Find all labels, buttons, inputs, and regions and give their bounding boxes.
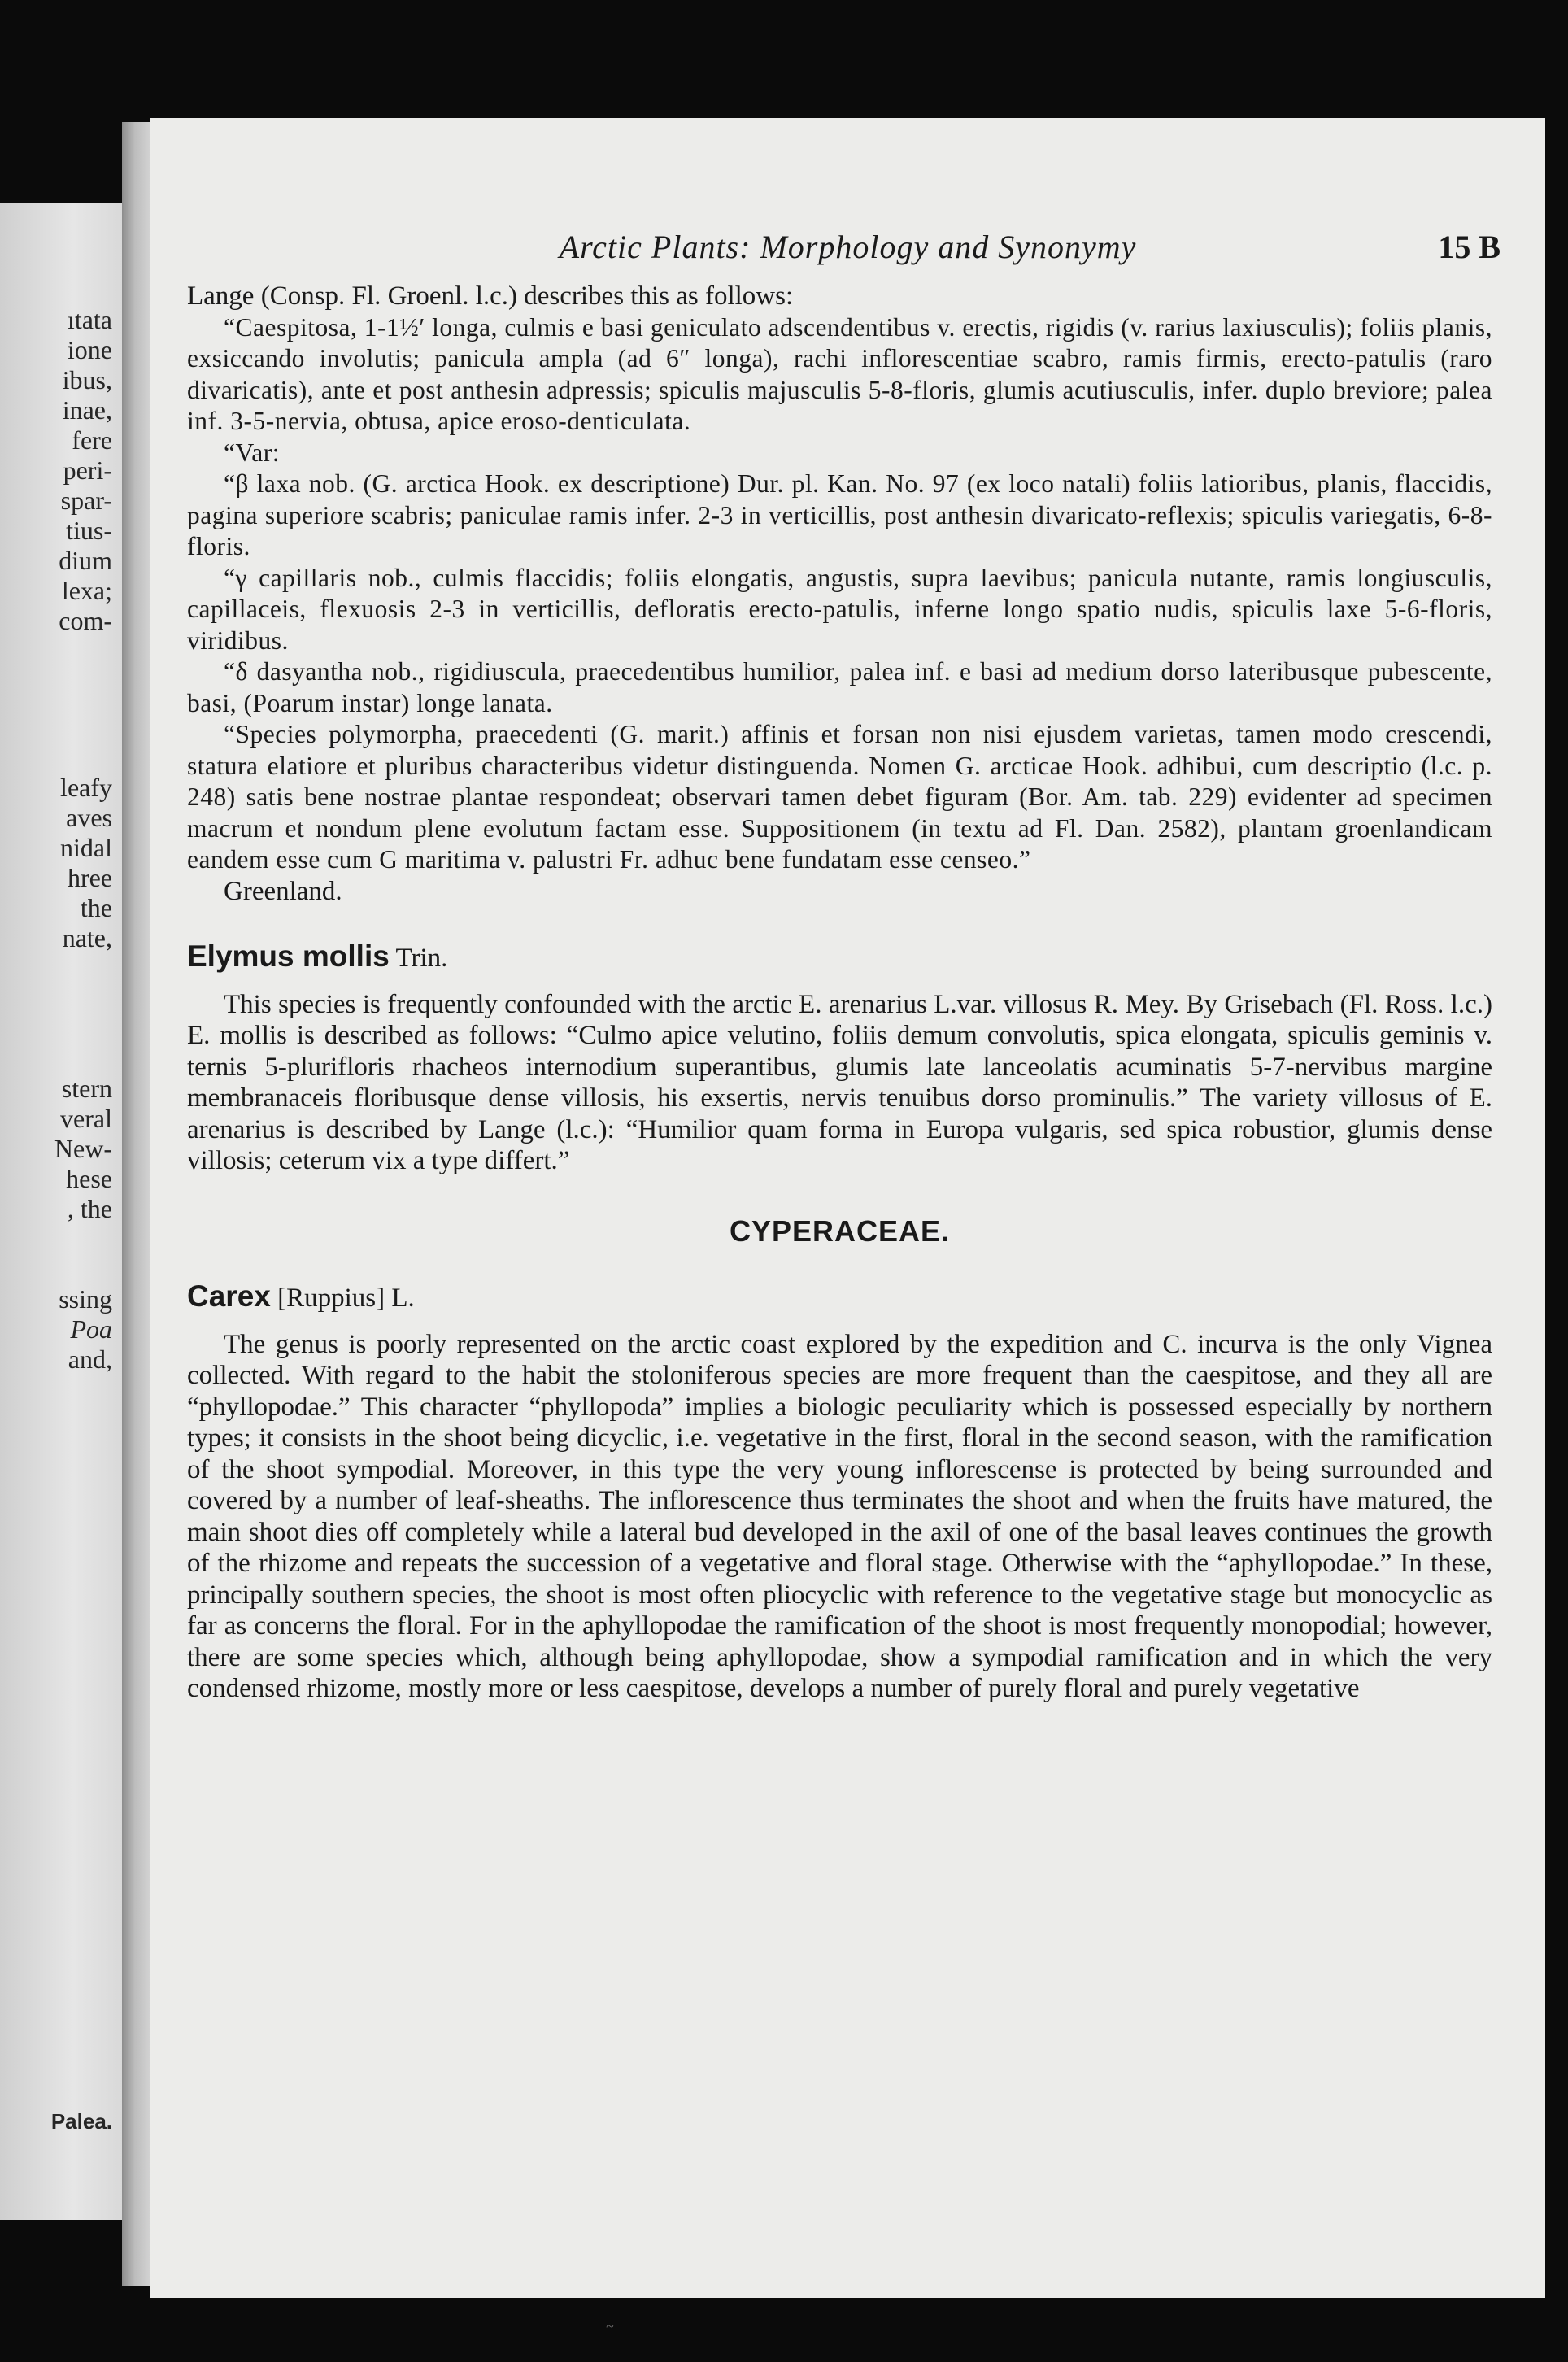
left-page-fragment: hree: [67, 863, 112, 892]
left-page-fragment: lexa;: [61, 576, 112, 605]
family-heading: CYPERACEAE.: [729, 1214, 951, 1248]
body-paragraph: “Species polymorpha, praecedenti (G. marit.) affinis et forsan non nisi ejusdem varietas, tamen modo crescendi, statura elatiore et pluribus characteribus videtur distinguenda. Nomen G. arcticae Hook. adhibui, cum descriptio (l.c. p. 248) satis bene nostrae plantae respondeat; observari tamen debet figuram (Bor. Am. tab. 229) evidenter ad specimen macrum et nondum plene evolutum factam esse. Suppositionem (in textu ad Fl. Dan. 2582), plantam groenlandicam eandem esse cum G maritima v. palustri Fr. adhuc bene fundatam esse censeo.”: [187, 720, 1492, 874]
left-page-fragment: nate,: [62, 923, 112, 952]
body-paragraph: “Var:: [224, 438, 280, 467]
left-page-fragment: and,: [68, 1344, 112, 1374]
left-page-margin: [0, 203, 122, 2220]
left-page-fragment: , the: [67, 1194, 112, 1223]
left-page-fragment: com-: [59, 606, 112, 635]
left-page-fragment: nidal: [60, 833, 112, 862]
book-gutter: [122, 122, 155, 2286]
page-number: 15 B: [1438, 229, 1500, 265]
running-head: Arctic Plants: Morphology and Synonymy: [559, 229, 1137, 265]
left-page-fragment: the: [80, 893, 112, 922]
genus-name: Elymus mollis: [187, 939, 390, 973]
left-page-fragment: leafy: [60, 773, 112, 802]
body-paragraph: Greenland.: [224, 876, 342, 906]
species-heading: [187, 941, 1492, 974]
left-page-fragment: peri-: [63, 455, 112, 485]
body-text: [187, 281, 1492, 1705]
left-page-fragment: tius-: [66, 516, 112, 545]
left-page-fragment: Poa: [70, 1314, 112, 1344]
left-page-fragment: ibus,: [62, 365, 112, 394]
left-page-fragment: ıtata: [67, 305, 112, 334]
left-page-fragment: stern: [61, 1074, 112, 1103]
body-paragraph: Lange (Consp. Fl. Groenl. l.c.) describes this as follows:: [187, 281, 794, 311]
body-paragraph: “δ dasyantha nob., rigidiuscula, praecedentibus humilior, palea inf. e basi ad medium dorso lateribusque pubescente, basi, (Poarum instar) longe lanata.: [187, 657, 1492, 717]
body-paragraph: “Caespitosa, 1-1½′ longa, culmis e basi geniculato adscendentibus v. erectis, rigidis (v. rarius laxiusculis); foliis planis, exsiccando involutis; panicula ampla (ad 6″ longa), rachi inflorescentiae scabro, ramis firmis, erecto-patulis (raro divaricatis), ante et post anthesin adpressis; spiculis majusculis 5-8-floris, glumis acutiusculis, infer. duplo breviore; palea inf. 3-5-nervia, obtusa, apice eroso-denticulata.: [187, 312, 1492, 435]
body-paragraph: The genus is poorly represented on the arctic coast explored by the expedition and C. incurva is the only Vignea collected. With regard to the habit the stoloniferous species are more frequent than the caespitose, and they all are “phyllopodae.” This character “phyllopoda” implies a biologic peculiarity which is possessed especially by northern types; it consists in the shoot being dicyclic, i.e. vegetative in the first, floral in the second season, with the ramification of the shoot sympodial. Moreover, in this type the very young inflorescense is protected by being surrounded and covered by a number of leaf-sheaths. The inflorescence thus terminates the shoot and when the fruits have matured, the main shoot dies off completely while a lateral bud developed in the axil of one of the basal leaves continues the growth of the rhizome and repeats the succession of a vegetative and floral stage. Otherwise with the “aphyllopodae.” In these, principally southern species, the shoot is most often pliocyclic with reference to the vegetative stage but monocyclic as far as concerns the floral. For in the aphyllopodae the ramification of the shoot is most frequently monopodial; however, there are some species which, although being aphyllopodae, show a sympodial ramification and in which the very condensed rhizome, mostly more or less caespitose, develops a number of purely floral and purely vegetative: [187, 1329, 1492, 1703]
left-page-fragment: fere: [72, 425, 112, 455]
body-paragraph: “β laxa nob. (G. arctica Hook. ex descriptione) Dur. pl. Kan. No. 97 (ex loco natali) foliis latioribus, planis, flaccidis, pagina superiore scabris; paniculae ramis infer. 2-3 in verticillis, post anthesin divaricato-reflexis; spiculis variegatis, 6-8-floris.: [187, 469, 1492, 560]
page-header: [150, 228, 1545, 268]
author-citation: Trin.: [395, 943, 448, 973]
left-page-fragment: hese: [66, 1164, 112, 1193]
author-citation: [Ruppius] L.: [277, 1283, 415, 1313]
left-page-fragment-bottom: Palea.: [50, 2109, 112, 2133]
bottom-scan-mark: ~: [606, 2318, 614, 2334]
left-page-fragment: New-: [54, 1134, 112, 1163]
left-page-fragment: aves: [66, 803, 112, 832]
left-page-fragment: ssing: [59, 1284, 112, 1314]
genus-name: Carex: [187, 1279, 271, 1313]
left-page-fragment: veral: [60, 1104, 112, 1133]
species-heading: [187, 1281, 1492, 1314]
left-page-fragment: ione: [67, 335, 112, 364]
left-page-fragment: inae,: [62, 395, 112, 425]
body-paragraph: “γ capillaris nob., culmis flaccidis; foliis elongatis, angustis, supra laevibus; panicula nutante, ramis longiusculis, capillaceis, flexuosis 2-3 in verticillis, defloratis erecto-patulis, inferne longo spatio nudis, spiculis laxe 5-6-floris, viridibus.: [187, 563, 1492, 655]
left-page-fragment: spar-: [60, 486, 112, 515]
left-page-fragment: dium: [59, 546, 112, 575]
body-paragraph: This species is frequently confounded with the arctic E. arenarius L.var. villosus R. Mey. By Grisebach (Fl. Ross. l.c.) E. mollis is described as follows: “Culmo apice velutino, foliis demum convolutis, spica elongata, spiculis geminis v. ternis 5-plurifloris rhacheos internodium superantibus, glumis late lanceolatis acuminatis 5-7-nervibus margine membranaceis floribusque dense villosis, his exsertis, nervis tenuibus dorso prominulis.” The variety villosus of E. arenarius is described by Lange (l.c.): “Humilior quam forma in Europa vulgaris, sed spica robustior, glumis dense villosis; ceterum vix a type differt.”: [187, 989, 1492, 1175]
book-page: [150, 118, 1545, 2298]
